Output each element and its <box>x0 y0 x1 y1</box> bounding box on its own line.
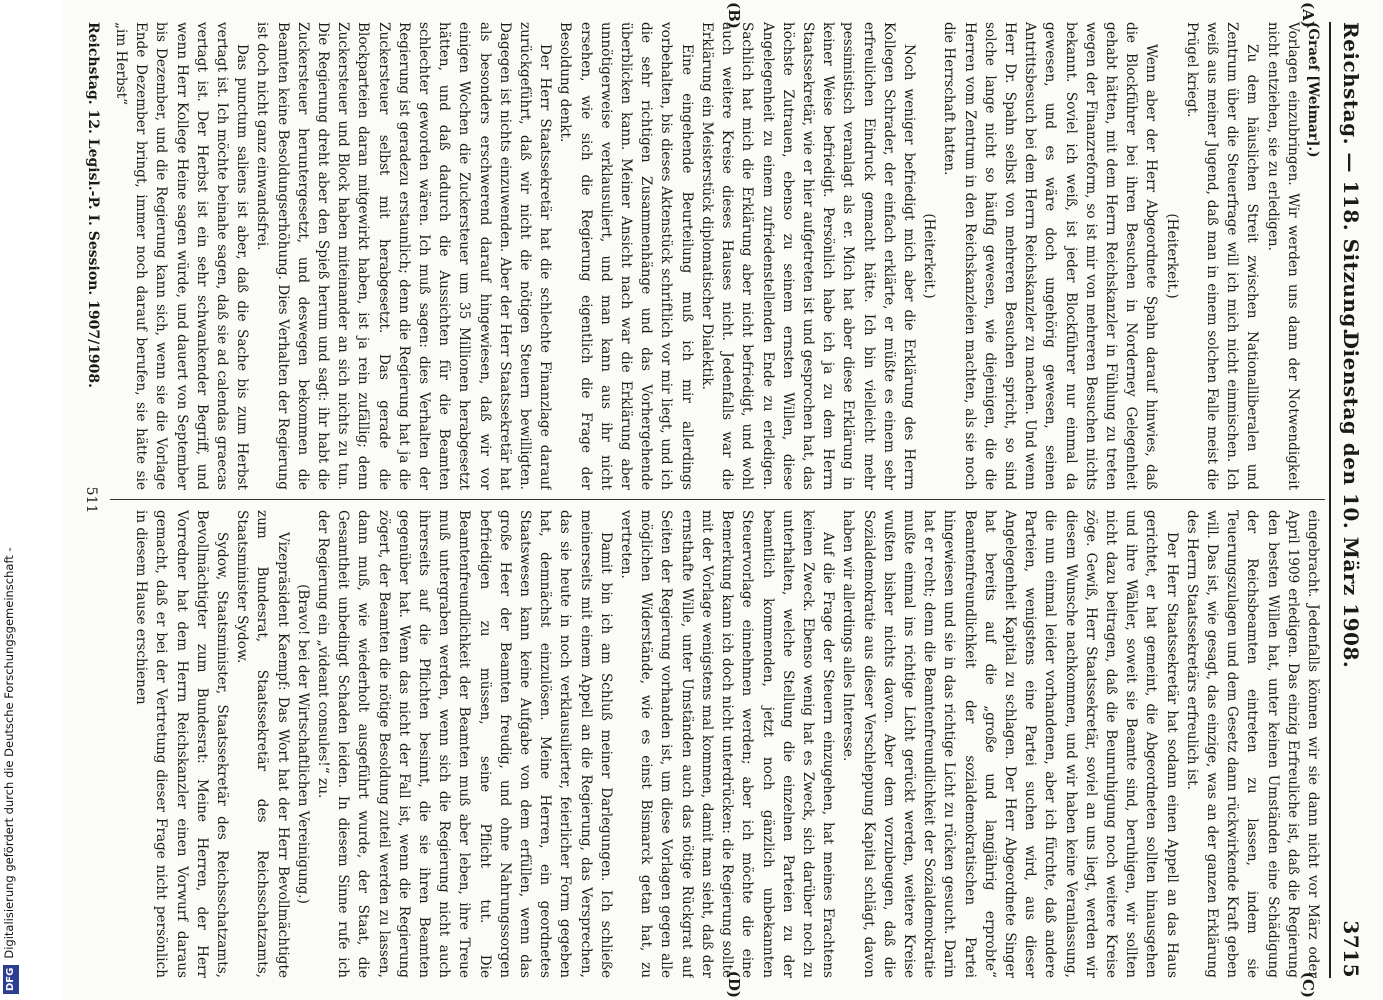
margin-marker-b: (B) <box>725 2 743 29</box>
margin-marker-a: (A) <box>1299 2 1317 28</box>
left-paragraph: Der Herr Staatssekretär hat die schlechte Finanzlage darauf zurückgeführt, daß wir nicht die nötigen Steuern bewilligten. Dagegen ist nichts einzuwenden. Aber der Herr Staatssekretär hat als besonders erschwerend darauf hingewiesen, daß wir vor einigen Wochen die Zuckersteuer um 35 Millionen herabgesetzt hätten, und daß dadurch die Aussichten für die Beamten schlechter geworden wären. Ich muß sagen: dies Verhalten der Regierung ist geradezu erstaunlich; denn die Regierung hat ja die Zuckersteuer selbst mit herabgesetzt. Das gerade die Blockparteien daran mitgewirkt haben, ist ja rein zufällig; denn Zuckersteuer und Block haben miteinander an sich nichts zu tun. Die Regierung dreht aber den Spieß herum und sagt: ihr habt die Zuckersteuer heruntergesetzt, und deswegen bekommen die Beamten keine Besoldungserhöhung. Dies Verhalten der Regierung ist doch nicht ganz einwandsfrei. <box>254 22 554 490</box>
header-rule <box>1329 22 1331 978</box>
right-paragraph: (Bravo! bei der Wirtschaftlichen Vereinigung.) <box>294 584 311 904</box>
left-paragraph: Vorlagen einzubringen. Wir werden uns dann der Notwendigkeit nicht entziehen, sie zu erledigen. <box>1264 22 1301 490</box>
dfg-logo: DFG <box>3 965 19 994</box>
right-paragraph: Vizepräsident Kaempf: Das Wort hat der Herr Bevollmächtigte zum Bundesrat, Staatssekretär des Reichsschatzamts, Staatsminister Sydow. <box>234 510 291 978</box>
footer-page-number: 511 <box>83 486 99 514</box>
credit-text: Digitalisierung gefördert durch die Deutsche Forschungsgemeinschaft - <box>2 547 16 959</box>
right-column <box>113 510 1323 978</box>
left-paragraph: Eine eingehende Beurteilung muß ich mir allerdings vorbehalten, bis dieses Aktenstück schriftlich vor mir liegt, und ich die sehr richtigen Zusammenhänge und das Vorhergehende überblicken kann. Meiner Ansicht nach war die Erklärung aber unnötigerweise verklausuliert, und man kann aus ihr nicht ersehen, wie sich die Regierung eigentlich die Frage der Besoldung denkt. <box>557 22 695 490</box>
left-paragraph: Wenn aber der Herr Abgeordnete Spahn darauf hinwies, daß die Blockführer bei ihren Besuchen in Norderney Gelegenheit gehabt hätten, mit dem Herrn Reichskanzler in Fühlung zu treten wegen der Finanzreform, so ist mir von mehreren Besuchen nichts bekannt. Soviel ich weiß, ist jeder Blockführer nur einmal da gewesen, und es wäre doch ungehörig gewesen, seinen Antrittsbesuch bei dem Herrn Reichskanzler zu machen. Und wenn Herr Dr. Spahn selbst von mehreren Besuchen spricht, so sind solche lange nicht so häufig gewesen, wie diejenigen, die die Herren vom Zentrum in den Reichskanzleien machten, als sie noch die Herrschaft hatten. <box>941 22 1160 490</box>
left-paragraph: (Heiterkeit.) <box>1163 213 1180 299</box>
right-paragraph: Damit bin ich am Schluß meiner Darlegungen. Ich schließe meinerseits mit einem Appell an die Regierung, das Versprechen, das sie heute in noch verklausulierter, feierlicher Form gegeben hat, demnächst einzulösen. Meine Herren, ein geordnetes Staatswesen kann keine Aufgabe von dem erfüllen, wenn das große Heer der Beamten freudig, und ohne Nahrungssorgen befriedigen zu müssen, seine Pflicht tut. Die Beamtenfreundlichkeit der Beamten muß aber leben, ihre Treue muß untergraben werden, wenn sich die Regierung nicht auch ihrerseits auf die Pflichten besinnt, die sie ihren Beamten gegenüber hat. Wenn das nicht der Fall ist, wenn die Regierung zögert, der Beamten die nötige Besoldung zuteil werden zu lassen, dann muß, wie wiederholt ausgeführt wurde, der Staat, die Gesamtheit unbedingt Schaden leiden. In diesem Sinne rufe ich der Regierung ein „videant consules!“ zu. <box>315 510 614 978</box>
header-date: Dienstag den 10. März 1908. <box>1339 331 1363 669</box>
header-page-number: 3715 <box>1339 920 1363 978</box>
left-paragraph: Das punctum saliens ist aber, daß die Sache bis zum Herbst vertagt ist. Ich möchte beinahe sagen, daß sie ad calendas graecas vertagt ist. Der Herbst ist ein sehr schwankender Begriff, und wenn Herr Kollege Heine sagen würde, und dauert von September bis Dezember, und die Regierung kann sich, wenn sie die Vorlage Ende Dezember bringt, immer noch darauf berufen, sie hätte sie „im Herbst“ <box>113 22 251 490</box>
left-paragraph: Noch weniger befriedigt mich aber die Erklärung des Herrn Kollegen Schrader, der einfach erklärte, er müßte es einem sehr erfreulichen Eindruck gemacht hätte. Ich bin vielleicht mehr pessimistisch veranlagt als er. Mich hat aber diese Erklärung in keiner Weise befriedigt. Persönlich habe ich ja zu dem Herrn Staatssekretär, wie er hier aufgetreten ist und gesprochen hat, das höchste Zutrauen, ebenso zu seinem ernsten Willen, diese Angelegenheit zu einem zufriedenstellenden Ende zu erledigen. Sachlich hat mich die Erklärung aber nicht befriedigt, und wohl auch weitere Kreise dieses Hauses nicht. Jedenfalls war die Erklärung ein Meisterstück diplomatischer Dialektik. <box>698 22 917 490</box>
page-footer: Reichstag. 12. Legisl.-P. I. Session. 1907/1908. <box>85 22 101 389</box>
left-paragraph: Zu dem häuslichen Streit zwischen Nationalliberalen und Zentrum über die Steuerfrage will ich mich nicht einmischen. Ich weiß aus meiner Jugend, daß man in einem solchen Falle meist die Prügel kriegt. <box>1183 22 1261 490</box>
digitization-credit <box>0 0 18 1000</box>
header-left: Reichstag. — 118. Sitzung. <box>1339 22 1363 336</box>
column-divider <box>110 499 1325 500</box>
left-column <box>113 22 1323 490</box>
right-paragraph: Auf die Frage der Steuern einzugehen, hat meines Erachtens keinen Zweck. Ebenso wenig hat es Zweck, sich darüber noch zu unterhalten, welche Stellung die einzelnen Parteien zu der beamtlich kommenden, jetzt noch gänzlich unbekannten Steuervorlage einnehmen werden; aber ich möchte die eine Bemerkung kann ich doch nicht unterdrücken: die Regierung sollte mit der Vorlage wenigstens mal kommen, damit man sieht, daß der ernsthafte Wille, unter Umständen auch das nötige Rückgrat auf Seiten der Regierung vorhanden ist, um diese Vorlagen gegen alle möglichen Widerstände, wie es einst Bismarck getan hat, zu vertreten. <box>618 510 837 978</box>
page-header <box>1331 22 1371 978</box>
left-paragraph: (Heiterkeit.) <box>921 213 938 299</box>
speaker-reference: (Graef [Weimar].) <box>1305 22 1321 158</box>
margin-marker-c: (C) <box>1299 971 1317 998</box>
right-paragraph: eingebracht. Jedenfalls können wir sie dann nicht vor März oder April 1909 erledigen. Das einzig Erfreuliche ist, daß die Regierung den besten Willen hat, unter keinen Umständen eine Schädigung der Reichsbeamten eintreten zu lassen, indem sie Teuerungszulagen und dem Gesetz dann rückwirkende Kraft geben will. Das ist, wie gesagt, das einzige, was an der ganzen Erklärung des Herrn Staatssekretärs erfreulich ist. <box>1183 510 1321 978</box>
newspaper-page <box>62 0 1383 1000</box>
right-paragraph: Sydow, Staatsminister, Staatssekretär des Reichsschatzamts, Bevollmächtigter zum Bundesrat: Meine Herren, der Herr Vorredner hat dem Herrn Reichskanzler einen Vorwurf daraus gemacht, daß er bei der Vertretung dieser Frage nicht persönlich in diesem Hause erschienen <box>133 510 231 978</box>
right-paragraph: Der Herr Staatssekretär hat sodann einen Appell an das Haus gerichtet, er hat gemeint, die Abgeordneten sollten hinausgehen und ihre Wähler, soweit sie Beamte sind, beruhigen, wir sollten nicht dazu beitragen, daß die Beunruhigung noch weitere Kreise zöge. Gewiß, Herr Staatssekretär, soviel an uns liegt, werden wir diesem Wunsche nachkommen, und wir haben keine Veranlassung, die nun einmal leider vorhandenen, aber ich fürchte, daß andere Parteien, wenigstens eine Partei suchen wird, aus dieser Angelegenheit Kapital zu schlagen. Der Herr Abgeordnete Singer hat bereits auf die „große und langjährig erprobte“ Beamtenfreundlichkeit der sozialdemokratischen Partei hingewiesen und sie in das richtige Licht zu rücken gesucht. Darin hat er recht; denn die Beamtenfreundlichkeit der Sozialdemokratie mußte einmal ins richtige Licht gerückt werden, weitere Kreise wußten bisher nichts davon. Aber dem vorzubeugen, daß die Sozialdemokratie aus dieser Verschleppung Kapital schlägt, davon haben wir allerdings alles Interesse. <box>840 510 1180 978</box>
margin-marker-d: (D) <box>725 970 743 998</box>
